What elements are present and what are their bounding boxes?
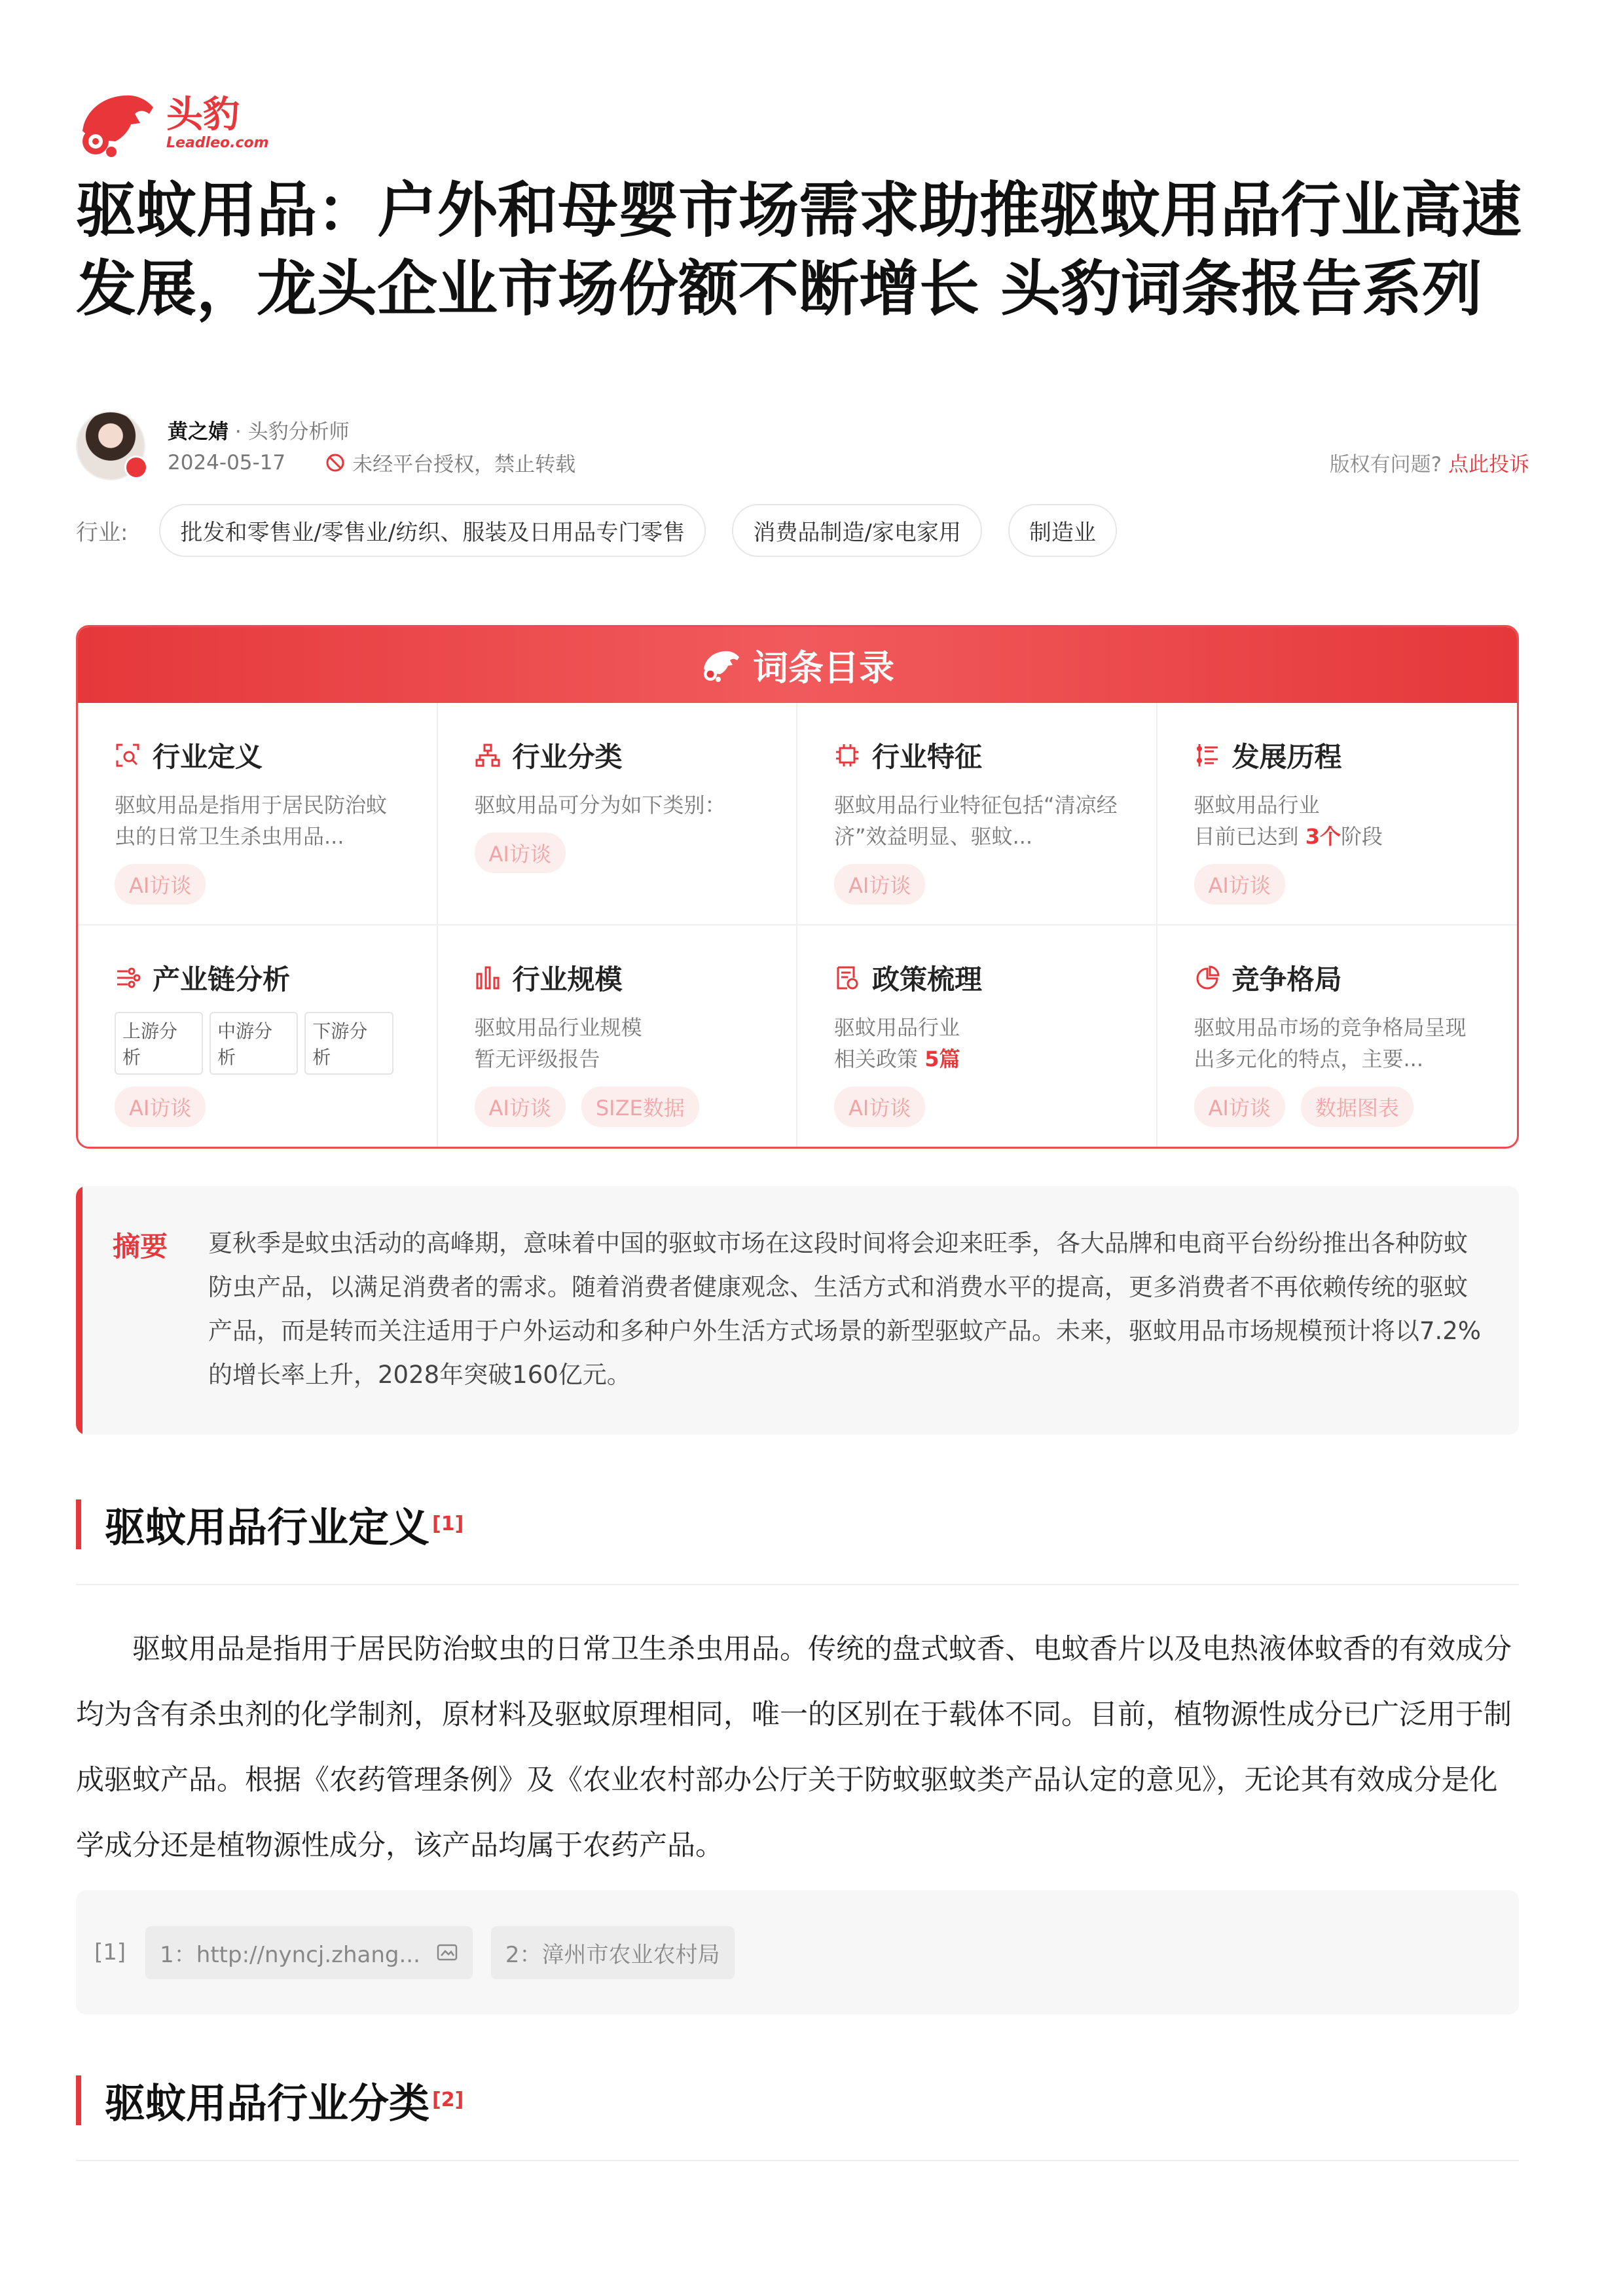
summary-box: [76, 1186, 1519, 1435]
catalog-item-desc: 驱蚊用品行业 目前已达到 3个阶段: [1194, 793, 1383, 849]
section-title: 驱蚊用品行业定义: [105, 1503, 430, 1551]
catalog-item-title: 行业特征: [872, 741, 983, 773]
catalog-item-policy[interactable]: [797, 925, 1158, 1149]
catalog-item-title: 行业规模: [512, 963, 623, 996]
industry-tags: [76, 504, 1143, 557]
ai-interview-pill[interactable]: AI访谈: [475, 833, 566, 873]
catalog-item-desc: 驱蚊用品行业特征包括“清凉经济”效益明显、驱蚊...: [834, 793, 1118, 849]
leopard-logo-icon: [76, 85, 157, 161]
catalog-item-title: 政策梳理: [872, 963, 983, 996]
data-chart-pill[interactable]: 数据图表: [1301, 1086, 1413, 1127]
ai-interview-pill[interactable]: AI访谈: [1194, 864, 1285, 905]
downstream-tag[interactable]: 下游分析: [304, 1012, 393, 1075]
catalog-item-desc: 驱蚊用品行业 相关政策 5篇: [834, 1015, 960, 1071]
policy-doc-icon: [834, 965, 860, 991]
pie-chart-icon: [1194, 965, 1220, 991]
divider: [76, 1584, 1519, 1585]
summary-label: 摘要: [113, 1230, 168, 1263]
author-role: · 头豹分析师: [234, 420, 350, 444]
catalog-item-desc: 驱蚊用品市场的竞争格局呈现出多元化的特点，主要...: [1194, 1015, 1467, 1071]
catalog-item-competition[interactable]: [1158, 925, 1518, 1149]
industry-tag[interactable]: 制造业: [1008, 504, 1117, 557]
catalog-item-title: 发展历程: [1231, 741, 1342, 773]
page-title: 驱蚊用品：户外和母婴市场需求助推驱蚊用品行业高速发展，龙头企业市场份额不断增长 头豹词条报告系列: [76, 175, 1522, 324]
external-link-icon: [436, 1943, 458, 1962]
author-row: [76, 407, 1529, 479]
catalog-panel: [76, 625, 1519, 1149]
midstream-tag[interactable]: 中游分析: [210, 1012, 298, 1075]
footnote-ref[interactable]: [1]: [432, 1513, 464, 1535]
timeline-icon: [1194, 742, 1220, 768]
divider: [76, 2160, 1519, 2161]
size-data-pill[interactable]: SIZE数据: [581, 1086, 699, 1127]
brand-site: Leadleo.com: [166, 134, 269, 151]
publish-date: 2024-05-17: [168, 450, 286, 475]
forbidden-icon: [325, 452, 346, 473]
chain-flow-icon: [115, 965, 141, 991]
chip-icon: [834, 742, 860, 768]
footnote-ref[interactable]: [2]: [432, 2089, 464, 2111]
catalog-title: 词条目录: [753, 647, 894, 689]
repost-notice: 未经平台授权，禁止转载: [352, 453, 576, 476]
references-box: [76, 1890, 1519, 2015]
catalog-item-title: 行业定义: [153, 741, 263, 773]
catalog-item-title: 产业链分析: [153, 963, 291, 996]
industry-tag[interactable]: 批发和零售业/零售业/纺织、服装及日用品专门零售: [159, 504, 706, 557]
ai-interview-pill[interactable]: AI访谈: [475, 1086, 566, 1127]
search-doc-icon: [115, 742, 141, 768]
brand-name: 头豹: [166, 93, 240, 136]
summary-text: 夏秋季是蚊虫活动的高峰期，意味着中国的驱蚊市场在这段时间将会迎来旺季，各大品牌和电商平台纷纷推出各种防蚊防虫产品，以满足消费者的需求。随着消费者健康观念、生活方式和消费水平的提高，更多消费者不再依赖传统的驱蚊产品，而是转而关注适用于户外运动和多种户外生活方式场景的新型驱蚊产品。未来，驱蚊用品市场规模预计将以7.2%的增长率上升，2028年突破160亿元。: [208, 1229, 1481, 1389]
catalog-item-market-size[interactable]: [438, 925, 798, 1149]
ai-interview-pill[interactable]: AI访谈: [834, 864, 925, 905]
catalog-item-title: 竞争格局: [1231, 963, 1342, 996]
industry-tag[interactable]: 消费品制造/家电家用: [732, 504, 981, 557]
section-title: 驱蚊用品行业分类: [105, 2079, 430, 2127]
leopard-logo-icon: [701, 646, 741, 684]
author-info: [168, 415, 350, 444]
author-name[interactable]: 黄之婧: [168, 420, 228, 444]
catalog-item-history[interactable]: [1158, 703, 1518, 925]
reference-source[interactable]: 2：漳州市农业农村局: [491, 1926, 735, 1979]
copyright-area: [1330, 448, 1529, 477]
catalog-item-value-chain[interactable]: [78, 925, 438, 1149]
catalog-item-title: 行业分类: [512, 741, 623, 773]
meta-row: [168, 448, 575, 477]
reference-index: [1]: [94, 1939, 126, 1965]
report-link[interactable]: 点此投诉: [1448, 453, 1529, 476]
catalog-item-definition[interactable]: [78, 703, 438, 925]
ai-interview-pill[interactable]: AI访谈: [1194, 1086, 1285, 1127]
catalog-item-desc: 驱蚊用品可分为如下类别：: [474, 793, 726, 817]
section-heading-definition: [76, 1495, 464, 1553]
policy-count: 5篇: [924, 1047, 960, 1071]
ai-interview-pill[interactable]: AI访谈: [115, 1086, 206, 1127]
ai-interview-pill[interactable]: AI访谈: [834, 1086, 925, 1127]
avatar-badge-icon: [124, 456, 148, 479]
brand-logo[interactable]: [76, 85, 269, 161]
catalog-header: [78, 627, 1517, 703]
hierarchy-icon: [475, 742, 501, 768]
upstream-tag[interactable]: 上游分析: [115, 1012, 203, 1075]
bar-chart-icon: [475, 965, 501, 991]
section-heading-classification: [76, 2071, 464, 2129]
stage-count: 3个: [1305, 824, 1341, 849]
ai-interview-pill[interactable]: AI访谈: [115, 864, 206, 905]
catalog-item-features[interactable]: [797, 703, 1158, 925]
catalog-item-desc: 驱蚊用品行业规模 暂无评级报告: [474, 1015, 642, 1071]
copyright-question: 版权有问题?: [1329, 453, 1442, 476]
definition-paragraph: 驱蚊用品是指用于居民防治蚊虫的日常卫生杀虫用品。传统的盘式蚊香、电蚊香片以及电热液体蚊香的有效成分均为含有杀虫剂的化学制剂，原材料及驱蚊原理相同，唯一的区别在于载体不同。目前，植物源性成分已广泛用于制成驱蚊产品。根据《农药管理条例》及《农业农村部办公厅关于防蚊驱蚊类产品认定的意见》，无论其有效成分是化学成分还是植物源性成分，该产品均属于农药产品。: [76, 1633, 1512, 1862]
industry-label: 行业:: [76, 520, 128, 546]
catalog-item-classification[interactable]: [438, 703, 798, 925]
reference-link[interactable]: 1：http://nyncj.zhang...: [145, 1926, 473, 1979]
catalog-item-desc: 驱蚊用品是指用于居民防治蚊虫的日常卫生杀虫用品...: [115, 793, 388, 849]
